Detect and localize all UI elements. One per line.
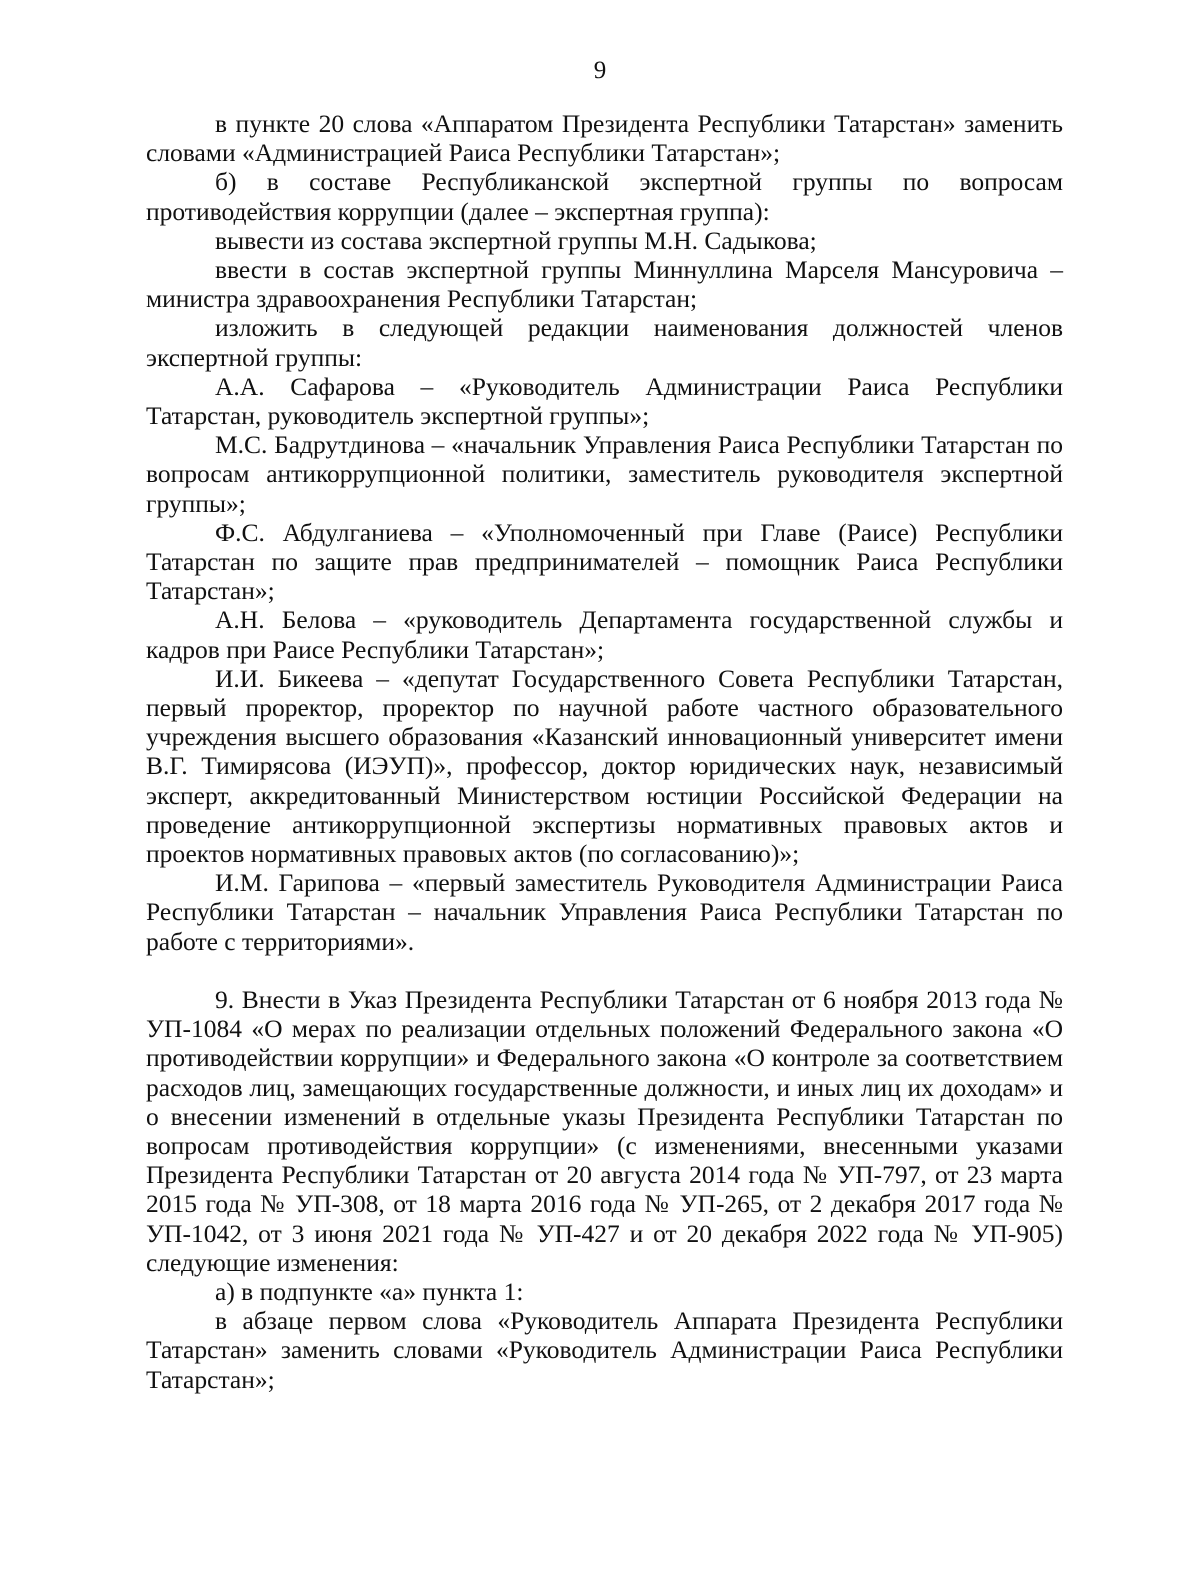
paragraph-member-safarov: А.А. Сафарова – «Руководитель Администрации Раиса Республики Татарстан, руководитель экспертной группы»;	[146, 371, 1063, 431]
paragraph-member-belov: А.Н. Белова – «руководитель Департамента государственной службы и кадров при Раисе Республики Татарстан»;	[146, 605, 1063, 664]
page-number: 9	[593, 57, 607, 84]
paragraph-positions-intro: изложить в следующей редакции наименования должностей членов экспертной группы:	[146, 313, 1063, 372]
paragraph-item-20-replacement: в пункте 20 слова «Аппаратом Президента Республики Татарстан» заменить словами «Администрацией Раиса Республики Татарстан»;	[146, 109, 1063, 168]
paragraph-member-bikeev: И.И. Бикеева – «депутат Государственного Совета Республики Татарстан, первый проректор, проректор по научной работе частного образовательного учреждения высшего образования «Казанский инновационный университет имени В.Г. Тимирясова (ИЭУП)», профессор, доктор юридических наук, независимый эксперт, аккредитованный Министерством юстиции Российской Федерации на проведение антикоррупционной экспертизы нормативных правовых актов и проектов нормативных правовых актов (по согласованию)»;	[146, 663, 1063, 869]
paragraph-expert-group-composition: б) в составе Республиканской экспертной группы по вопросам противодействия коррупции (далее – экспертная группа):	[146, 167, 1063, 226]
paragraph-member-badrutdinov: М.С. Бадрутдинова – «начальник Управления Раиса Республики Татарстан по вопросам антикоррупционной политики, заместитель руководителя экспертной группы»;	[146, 430, 1063, 518]
paragraph-subitem-a: а) в подпункте «а» пункта 1:	[215, 1276, 524, 1306]
paragraph-item-9: 9. Внести в Указ Президента Республики Татарстан от 6 ноября 2013 года № УП-1084 «О мерах по реализации отдельных положений Федерального закона «О противодействии коррупции» и Федерального закона «О контроле за соответствием расходов лиц, замещающих государственные должности, и иных лиц их доходам» и о внесении изменений в отдельные указы Президента Республики Татарстан по вопросам противодействия коррупции» (с изменениями, внесенными указами Президента Республики Татарстан от 20 августа 2014 года № УП-797, от 23 марта 2015 года № УП-308, от 18 марта 2016 года № УП-265, от 2 декабря 2017 года № УП-1042, от 3 июня 2021 года № УП-427 и от 20 декабря 2022 года № УП-905) следующие изменения:	[146, 984, 1063, 1277]
paragraph-member-garipov: И.М. Гарипова – «первый заместитель Руководителя Администрации Раиса Республики Татарстан – начальник Управления Раиса Республики Татарстан по работе с территориями».	[146, 868, 1063, 956]
document-body	[146, 109, 1063, 1394]
paragraph-member-abdulganiev: Ф.С. Абдулганиева – «Уполномоченный при Главе (Раисе) Республики Татарстан по защите прав предпринимателей – помощник Раиса Республики Татарстан»;	[146, 517, 1063, 606]
paragraph-first-abzac-replacement: в абзаце первом слова «Руководитель Аппарата Президента Республики Татарстан» заменить словами «Руководитель Администрации Раиса Республики Татарстан»;	[146, 1306, 1063, 1394]
paragraph-remove-member: вывести из состава экспертной группы М.Н. Садыкова;	[215, 225, 817, 255]
paragraph-add-member: ввести в состав экспертной группы Миннуллина Марселя Мансуровича – министра здравоохранения Республики Татарстан;	[146, 255, 1063, 314]
